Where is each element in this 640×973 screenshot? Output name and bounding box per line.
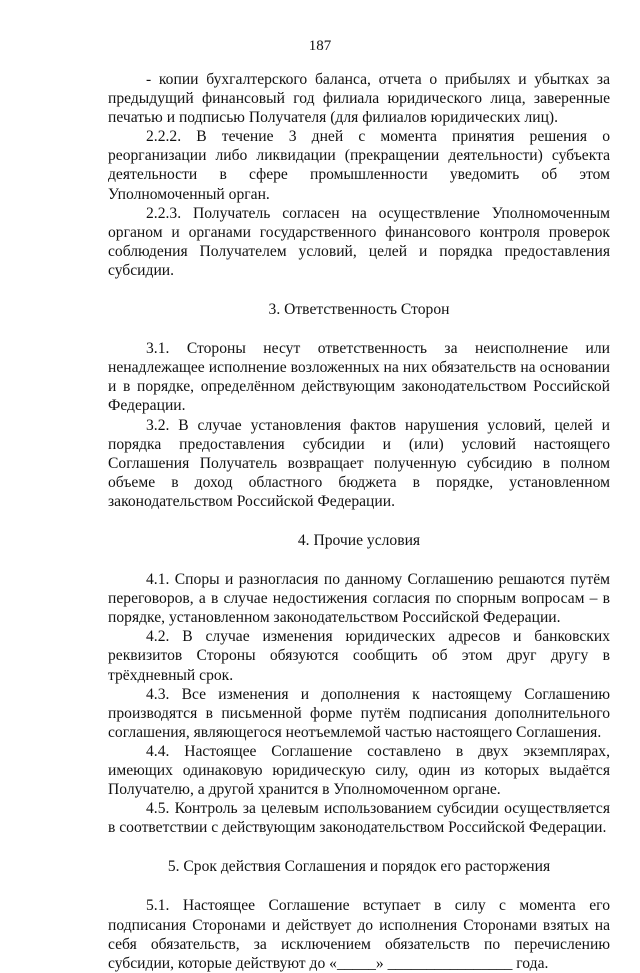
paragraph-balance-copies: - копии бухгалтерского баланса, отчета о прибылях и убытках за предыдущий финансовый год филиала юридического лица, заверенные печатью и подписью Получателя (для филиалов юридических лиц). (108, 71, 610, 127)
paragraph-4-2: 4.2. В случае изменения юридических адресов и банковских реквизитов Стороны обязуются сообщить об этом друг другу в трёхдневный срок. (108, 628, 610, 684)
paragraph-3-2: 3.2. В случае установления фактов нарушения условий, целей и порядка предоставления субсидии и (или) условий настоящего Соглашения Получатель возвращает полученную субсидию в полном объеме в доход областного бюджета в порядке, установленном законодательством Российской Федерации. (108, 416, 610, 510)
paragraph-4-4: 4.4. Настоящее Соглашение составлено в двух экземплярах, имеющих одинаковую юридическую силу, один из которых выдаётся Получателю, а другой хранится в Уполномоченном органе. (108, 742, 610, 799)
paragraph-4-5: 4.5. Контроль за целевым использованием субсидии осуществляется в соответствии с действующим законодательством Российской Федерации. (108, 800, 610, 837)
page-number: 187 (308, 38, 332, 54)
section-heading-3: 3. Ответственность Сторон (268, 301, 450, 319)
paragraph-2-2-3: 2.2.3. Получатель согласен на осуществление Уполномоченным органом и органами государственного финансового контроля проверок соблюдения Получателем условий, целей и порядка предоставления субсидии. (108, 204, 610, 279)
paragraph-3-1: 3.1. Стороны несут ответственность за неисполнение или ненадлежащее исполнение возложенных на них обязательств на основании и в порядке, определённом действующим законодательством Российской Федерации. (108, 340, 610, 415)
paragraph-2-2-2: 2.2.2. В течение 3 дней с момента принятия решения о реорганизации либо ликвидации (прекращении деятельности) субъекта деятельности в сфере промышленности уведомить об этом Уполномоченный орган. (108, 128, 610, 203)
paragraph-4-3: 4.3. Все изменения и дополнения к настоящему Соглашению производятся в письменной форме путём подписания дополнительного соглашения, являющегося неотъемлемой частью настоящего Соглашения. (108, 685, 610, 741)
section-heading-4: 4. Прочие условия (297, 531, 421, 549)
paragraph-4-1: 4.1. Споры и разногласия по данному Соглашению решаются путём переговоров, а в случае недостижения согласия по спорным вопросам – в порядке, установленном законодательством Российской Федерации. (108, 571, 610, 627)
paragraph-5-1: 5.1. Настоящее Соглашение вступает в силу с момента его подписания Сторонами и действует до исполнения Сторонами взятых на себя обязательств, за исключением обязательств по перечислению субсидии, которые действуют до «_____» ________________ года. (108, 897, 610, 972)
document-body (108, 70, 610, 973)
section-heading-5: 5. Срок действия Соглашения и порядок его расторжения (167, 858, 551, 876)
